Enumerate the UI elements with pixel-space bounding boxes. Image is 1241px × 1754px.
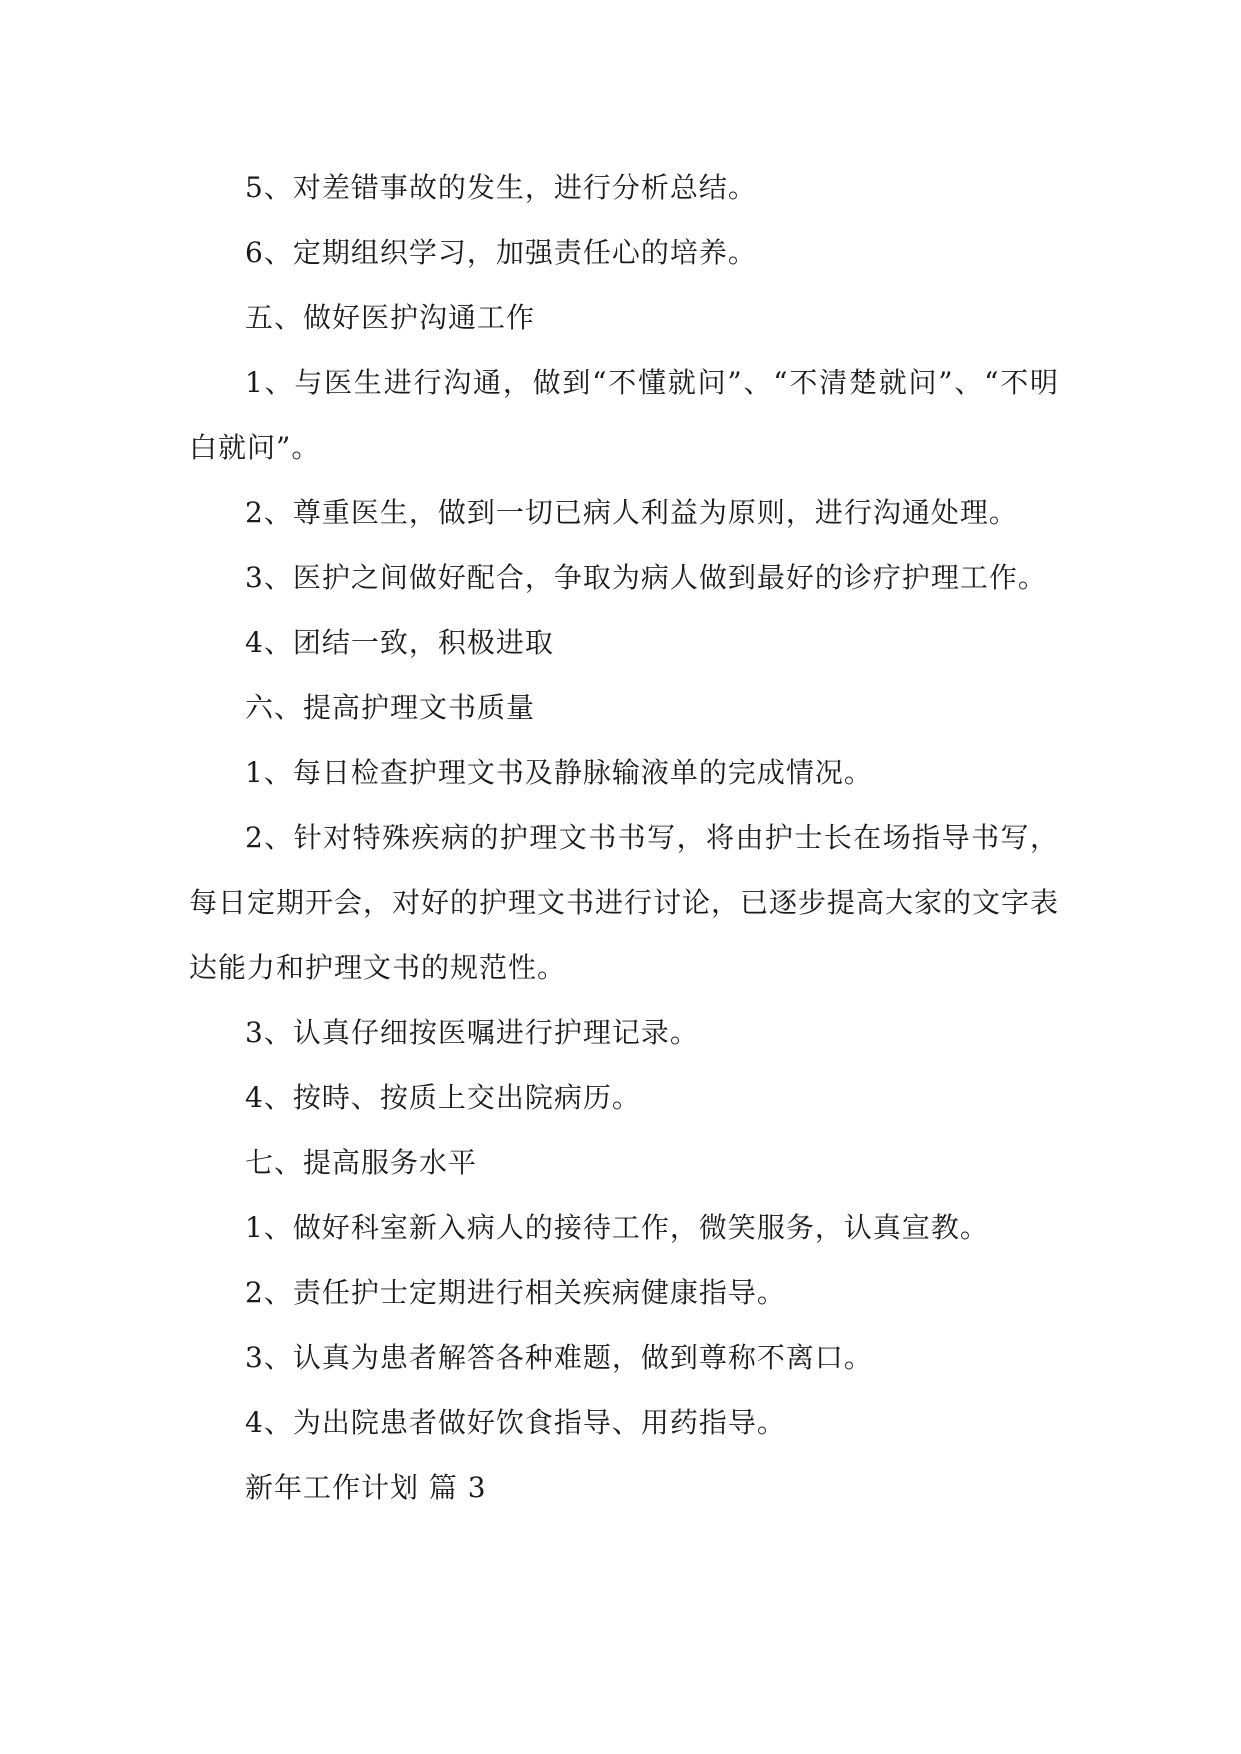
paragraph: 1、与医生进行沟通，做到“不懂就问”、“不清楚就问”、“不明白就问”。 [189,366,1059,464]
paragraph: 2、尊重医生，做到一切已病人利益为原则，进行沟通处理。 [245,496,1018,529]
section-heading: 七、提高服务水平 [245,1146,478,1179]
paragraph: 2、责任护士定期进行相关疾病健康指导。 [245,1276,786,1309]
paragraph: 1、做好科室新入病人的接待工作，微笑服务，认真宣教。 [245,1211,989,1244]
section-heading: 五、做好医护沟通工作 [245,301,536,334]
document-body [189,155,1059,1520]
paragraph: 3、医护之间做好配合，争取为病人做到最好的诊疗护理工作。 [245,561,1047,594]
paragraph: 3、认真为患者解答各种难题，做到尊称不离口。 [245,1341,873,1374]
paragraph: 6、定期组织学习，加强责任心的培养。 [245,236,757,269]
paragraph: 2、针对特殊疾病的护理文书书写，将由护士长在场指导书写，每日定期开会，对好的护理文书进行讨论，已逐步提高大家的文字表达能力和护理文书的规范性。 [189,821,1060,984]
section-heading: 新年工作计划 篇 3 [245,1471,487,1504]
section-heading: 六、提高护理文书质量 [245,691,536,724]
paragraph: 4、为出院患者做好饮食指导、用药指导。 [245,1406,786,1439]
paragraph: 4、按時、按质上交出院病历。 [245,1081,641,1114]
paragraph: 4、团结一致，积极进取 [245,626,554,659]
paragraph: 1、每日检查护理文书及静脉输液单的完成情况。 [245,756,873,789]
paragraph: 5、对差错事故的发生，进行分析总结。 [245,171,757,204]
paragraph: 3、认真仔细按医嘱进行护理记录。 [245,1016,699,1049]
